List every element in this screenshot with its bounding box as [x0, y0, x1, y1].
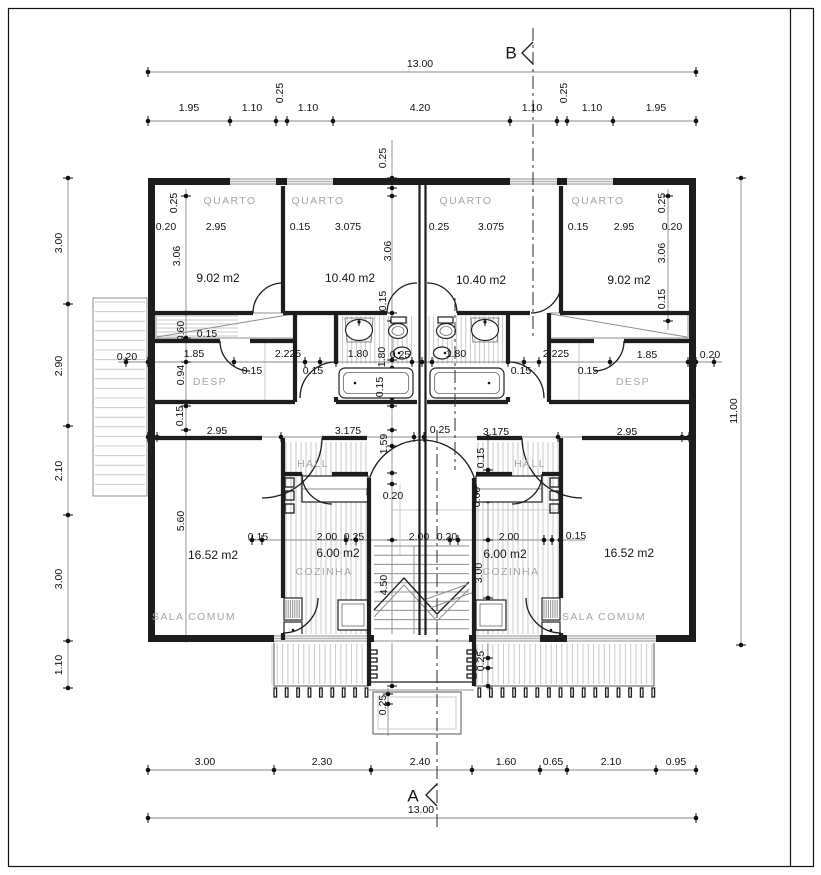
dim-label: 1.60 — [495, 755, 517, 768]
dim-label: 2.90 — [52, 355, 65, 377]
dim-label: 0.25 — [273, 82, 286, 104]
dim-label: 0.94 — [174, 364, 187, 386]
room-label: QUARTO — [203, 194, 257, 207]
dim-label: 0.20 — [699, 348, 721, 361]
dim-label: 0.15 — [302, 364, 324, 377]
porch-railing — [368, 650, 476, 678]
dim-label: 0.25 — [376, 147, 389, 169]
room-label: SALA COMUM — [151, 610, 237, 623]
stove-icon — [338, 600, 368, 630]
dim-label: 0.65 — [542, 755, 564, 768]
dim-label: 1.85 — [636, 348, 658, 361]
dim-label: 1.10 — [52, 654, 65, 676]
dim-label: 3.075 — [334, 220, 362, 233]
dim-label: 3.00 — [194, 755, 216, 768]
dim-label: 0.60 — [470, 486, 483, 508]
wardrobe-right — [550, 313, 688, 338]
dim-label: 0.25 — [655, 192, 668, 214]
dim-label: 0.15 — [373, 376, 386, 398]
area-label: 6.00 m2 — [316, 546, 360, 561]
dim-label: 0.25 — [429, 423, 451, 436]
dim-label: 0.25 — [167, 192, 180, 214]
bathtub-icon — [430, 368, 504, 398]
dim-label: 3.06 — [170, 245, 183, 267]
dim-label: 2.225 — [542, 347, 570, 360]
dim-label: 3.00 — [472, 562, 485, 584]
section-arrow-b — [522, 42, 533, 64]
dim-label: 0.15 — [376, 290, 389, 312]
dim-label: 0.20 — [382, 489, 404, 502]
room-label: HALL — [297, 457, 329, 470]
dim-label: 1.85 — [183, 347, 205, 360]
dim-label: 3.175 — [482, 425, 510, 438]
room-label: COZINHA — [295, 565, 353, 578]
dim-label: 0.25 — [474, 650, 487, 672]
dim-label: 2.95 — [205, 220, 227, 233]
dim-label: 0.15 — [173, 405, 186, 427]
dim-label: 0.60 — [174, 320, 187, 342]
toilet-icon — [389, 317, 408, 339]
dim-label: 13.00 — [407, 803, 435, 816]
area-label: 9.02 m2 — [196, 271, 240, 286]
dim-label: 0.15 — [241, 364, 263, 377]
dim-label: 1.10 — [241, 101, 263, 114]
dim-label: 0.95 — [665, 755, 687, 768]
area-label: 10.40 m2 — [324, 271, 376, 286]
dim-label: 1.95 — [645, 101, 667, 114]
dim-label: 3.075 — [477, 220, 505, 233]
dim-label: 3.06 — [381, 240, 394, 262]
dim-label: 2.10 — [600, 755, 622, 768]
dim-label: 5.60 — [174, 510, 187, 532]
dim-label: 0.15 — [196, 327, 218, 340]
room-label: SALA COMUM — [561, 610, 647, 623]
dim-label: 1.10 — [297, 101, 319, 114]
exterior-side-stair — [93, 298, 147, 496]
dim-label: 3.00 — [52, 568, 65, 590]
area-label: 6.00 m2 — [483, 547, 527, 562]
dim-label: 3.06 — [655, 242, 668, 264]
dim-label: 13.00 — [406, 57, 434, 70]
dim-label: 1.10 — [581, 101, 603, 114]
room-label: DESP — [192, 375, 228, 388]
dim-label: 2.95 — [206, 424, 228, 437]
section-marker-label: A — [407, 786, 419, 806]
area-label: 16.52 m2 — [603, 546, 655, 561]
dim-label: 1.80 — [347, 347, 369, 360]
dim-label: 0.20 — [436, 530, 458, 543]
dim-label: 0.25 — [557, 82, 570, 104]
deck-veranda — [274, 642, 655, 697]
dim-label: 0.25 — [343, 530, 365, 543]
dim-label: 1.10 — [521, 101, 543, 114]
door-swing-arcs — [220, 283, 624, 633]
dim-label: 0.15 — [247, 530, 269, 543]
dim-label: 0.20 — [155, 220, 177, 233]
dim-label: 0.15 — [474, 447, 487, 469]
dim-label: 3.175 — [334, 424, 362, 437]
entrance-porch — [368, 650, 476, 734]
dim-label: 0.20 — [661, 220, 683, 233]
dim-label: 0.20 — [116, 350, 138, 363]
room-label: QUARTO — [291, 194, 345, 207]
dim-label: 2.95 — [616, 425, 638, 438]
dim-label: 2.10 — [52, 460, 65, 482]
dim-label: 2.30 — [311, 755, 333, 768]
room-label: DESP — [615, 375, 651, 388]
room-label: COZINHA — [482, 565, 540, 578]
dim-label: 2.95 — [613, 220, 635, 233]
toilet-icon — [437, 317, 456, 339]
dim-label: 1.95 — [178, 101, 200, 114]
sink-icon — [345, 318, 373, 342]
dim-label: 0.15 — [577, 364, 599, 377]
party-wall — [420, 185, 426, 635]
dim-label: 0.25 — [428, 220, 450, 233]
dim-label: 2.00 — [316, 530, 338, 543]
dim-label: 4.20 — [409, 101, 431, 114]
dim-label: 0.15 — [565, 529, 587, 542]
dim-label: 1.80 — [445, 347, 467, 360]
section-marker-label: B — [505, 43, 517, 63]
room-label: QUARTO — [439, 194, 493, 207]
dim-label: 2.00 — [498, 530, 520, 543]
dim-label: 0.15 — [655, 288, 668, 310]
room-label: HALL — [514, 457, 546, 470]
dim-label: 0.25 — [389, 348, 411, 361]
stove-icon — [476, 600, 506, 630]
area-label: 16.52 m2 — [187, 548, 239, 563]
dim-label: 3.00 — [52, 232, 65, 254]
dim-label: 11.00 — [727, 398, 740, 424]
section-arrow-a — [426, 784, 437, 806]
dim-label: 0.15 — [510, 364, 532, 377]
dim-label: 4.50 — [377, 574, 390, 596]
dim-label: 0.25 — [376, 694, 389, 716]
dim-label: 1.59 — [377, 433, 390, 455]
deck-railing — [274, 688, 655, 697]
outer-walls — [152, 182, 693, 639]
dim-label: 2.00 — [408, 530, 430, 543]
room-label: QUARTO — [571, 194, 625, 207]
dim-label: 2.225 — [274, 347, 302, 360]
area-label: 9.02 m2 — [607, 273, 651, 288]
area-label: 10.40 m2 — [455, 273, 507, 288]
dim-label: 0.15 — [567, 220, 589, 233]
dim-label: 0.15 — [289, 220, 311, 233]
dim-label: 2.40 — [409, 755, 431, 768]
dim-label: 1.80 — [375, 346, 388, 368]
